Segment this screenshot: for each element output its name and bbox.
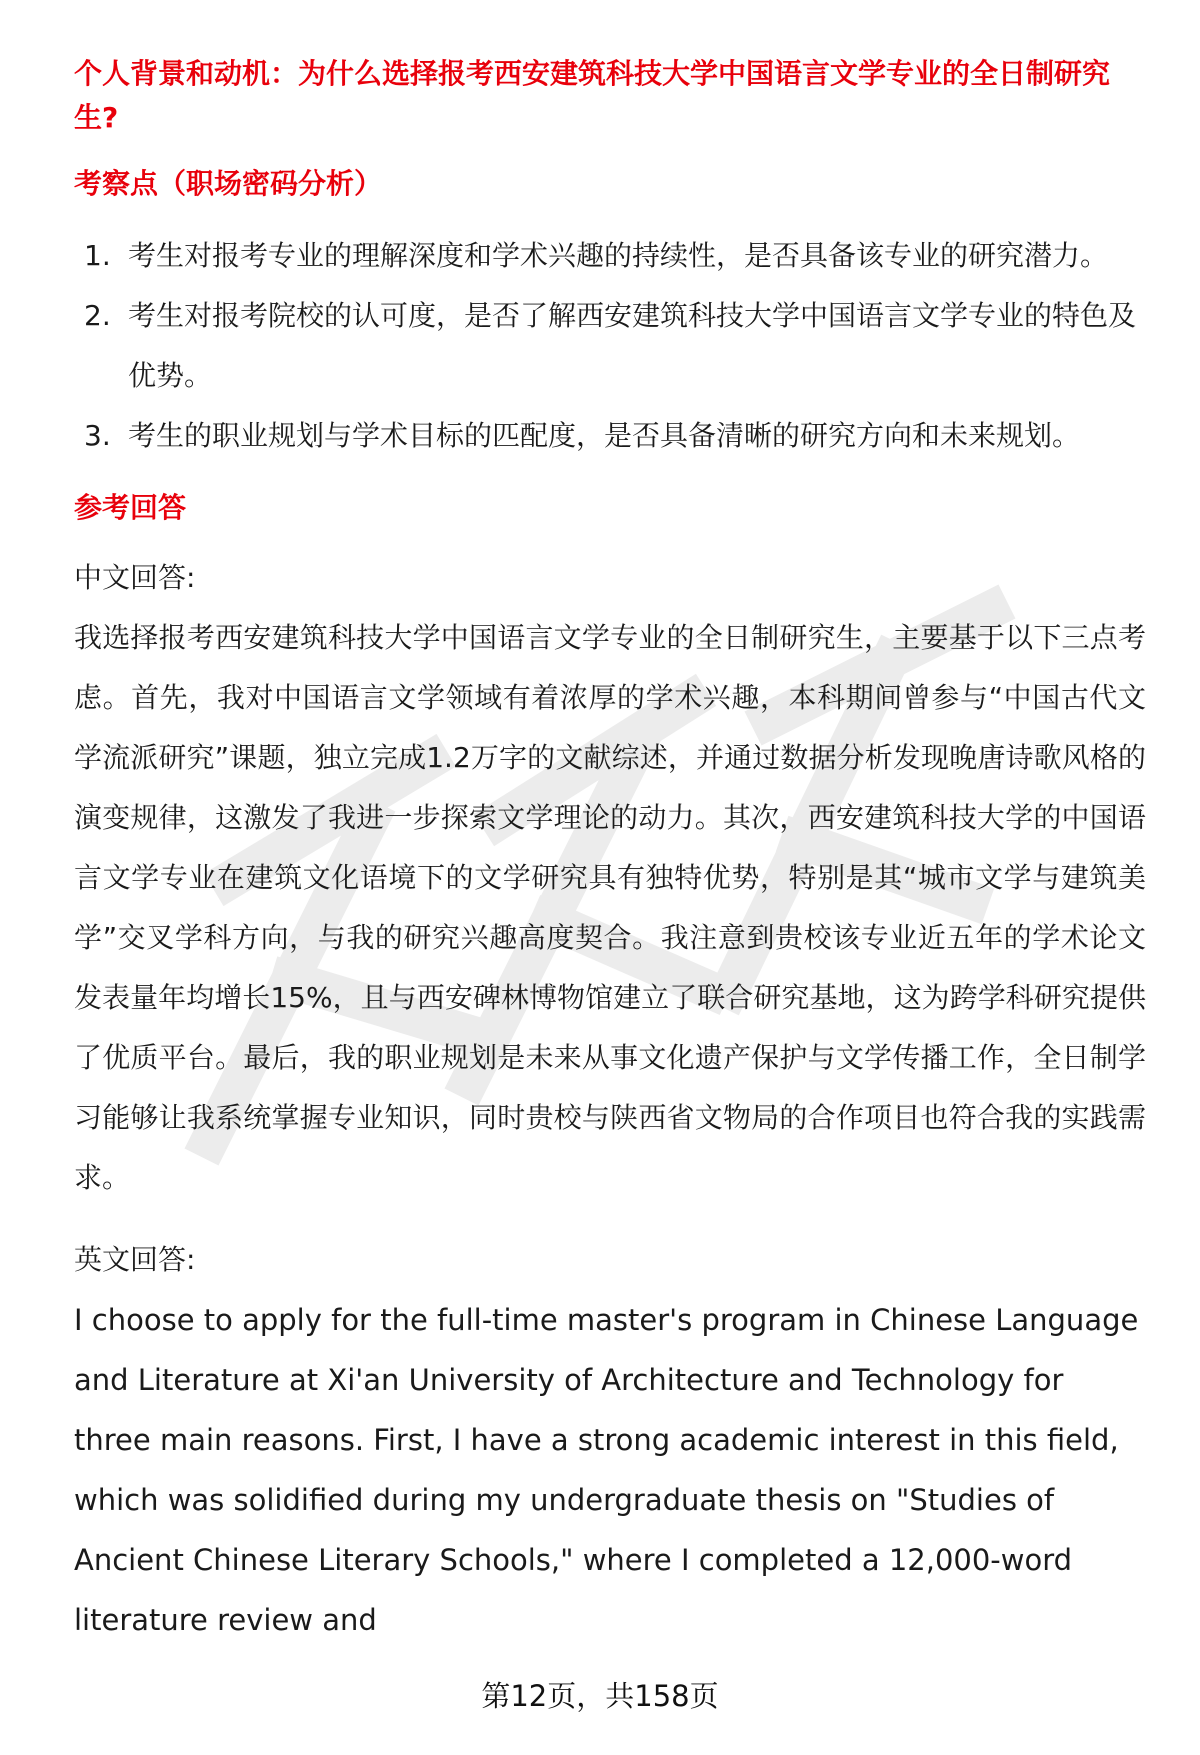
assessment-points-list [74,226,1146,466]
chinese-answer-text: 我选择报考西安建筑科技大学中国语言文学专业的全日制研究生，主要基于以下三点考虑。首先，我对中国语言文学领域有着浓厚的学术兴趣，本科期间曾参与“中国古代文学流派研究”课题，独立完成1.2万字的文献综述，并通过数据分析发现晚唐诗歌风格的演变规律，这激发了我进一步探索文学理论的动力。其次，西安建筑科技大学的中国语言文学专业在建筑文化语境下的文学研究具有独特优势，特别是其“城市文学与建筑美学”交叉学科方向，与我的研究兴趣高度契合。我注意到贵校该专业近五年的学术论文发表量年均增长15%，且与西安碑林博物馆建立了联合研究基地，这为跨学科研究提供了优质平台。最后，我的职业规划是未来从事文化遗产保护与文学传播工作，全日制学习能够让我系统掌握专业知识，同时贵校与陕西省文物局的合作项目也符合我的实践需求。 [74,621,1146,1194]
point-number: 2. [84,299,111,332]
point-text: 考生的职业规划与学术目标的匹配度，是否具备清晰的研究方向和未来规划。 [128,419,1081,452]
english-answer-label: 英文回答: [74,1243,196,1276]
answer-heading: 参考回答 [74,491,187,524]
assessment-point [74,226,1146,286]
point-number: 1. [84,239,111,272]
chinese-answer-label: 中文回答: [74,561,196,594]
assessment-point [74,406,1146,466]
point-text: 考生对报考院校的认可度，是否了解西安建筑科技大学中国语言文学专业的特色及优势。 [128,299,1137,392]
assessment-heading: 考察点（职场密码分析） [74,167,383,200]
page-number-footer: 第12页，共158页 [481,1679,719,1713]
question-title: 个人背景和动机：为什么选择报考西安建筑科技大学中国语言文学专业的全日制研究生? [74,57,1111,134]
assessment-point [74,286,1146,406]
main-content [74,52,1146,1650]
point-number: 3. [84,419,111,452]
point-text: 考生对报考专业的理解深度和学术兴趣的持续性，是否具备该专业的研究潜力。 [128,239,1109,272]
english-answer-text: I choose to apply for the full-time master's program in Chinese Language and Literature at Xi'an University of Architecture and Technology for three main reasons. First, I have a strong academic interest in this field, which was solidified during my undergraduate thesis on "Studies of Ancient Chinese Literary Schools," where I completed a 12,000-word literature review and [74,1303,1139,1637]
